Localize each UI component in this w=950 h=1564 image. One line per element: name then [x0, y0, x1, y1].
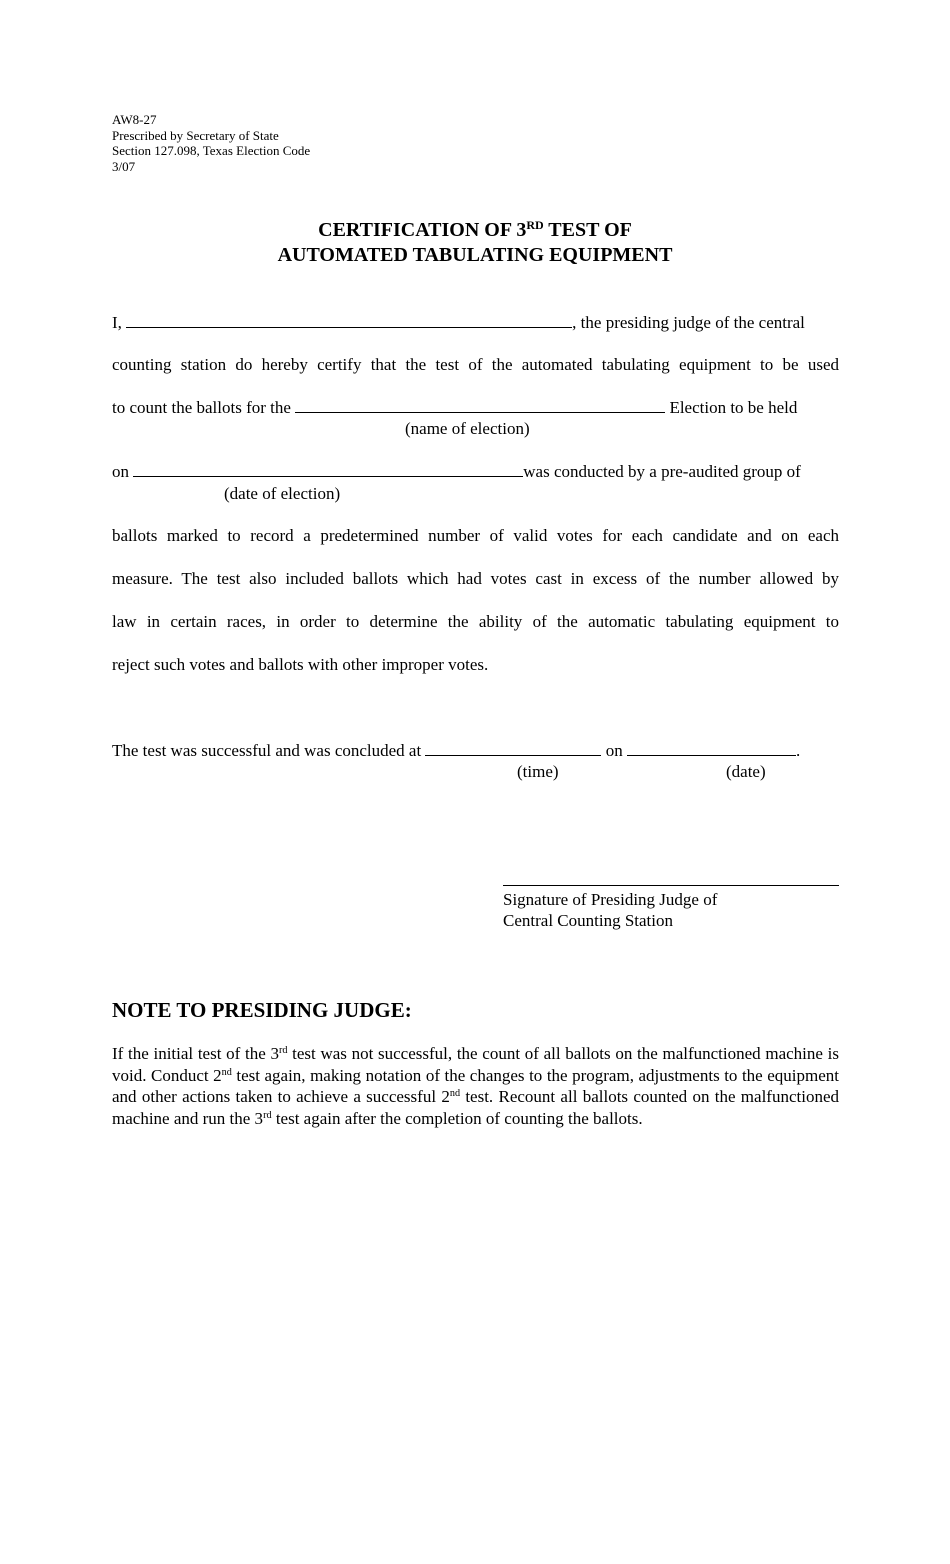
time-field[interactable]: [425, 741, 601, 756]
note-paragraph: [112, 1043, 839, 1129]
title-line-1-text: CERTIFICATION OF 3: [318, 219, 527, 241]
signature-field[interactable]: [503, 885, 839, 886]
signature-label-1: Signature of Presiding Judge of: [503, 890, 718, 909]
form-id: AW8-27: [112, 112, 157, 127]
title-ordinal: RD: [526, 217, 544, 232]
note-sup-1: rd: [278, 1044, 288, 1056]
time-caption: (time): [517, 762, 559, 781]
certify-line-8: reject such votes and ballots with other improper votes.: [112, 655, 489, 674]
prescribed-by: Prescribed by Secretary of State: [112, 127, 279, 143]
concluded-on: on: [605, 741, 623, 760]
note-heading: NOTE TO PRESIDING JUDGE:: [112, 998, 412, 1022]
line-3-suffix: Election to be held: [669, 398, 798, 417]
note-text-5: test again after the completion of counting the ballots.: [271, 1108, 643, 1128]
certify-line-2: counting station do hereby certify that the test of the automated tabulating equipment to be used: [112, 355, 839, 374]
certify-line-7: law in certain races, in order to determine the ability of the automatic tabulating equipment to: [112, 612, 839, 631]
line-1-suffix: , the presiding judge of the central: [572, 313, 805, 332]
election-name-field[interactable]: [295, 398, 665, 413]
note-text-2: test was not successful, the count of all ballots on the malfunctioned machine is void. Conduct 2: [112, 1044, 839, 1085]
concluded-line: [112, 741, 800, 761]
line-4-suffix: was conducted by a pre-audited group of: [523, 462, 801, 481]
title-line-2: AUTOMATED TABULATING EQUIPMENT: [277, 244, 673, 266]
line-1-prefix: I,: [112, 313, 122, 332]
date-field[interactable]: [627, 741, 796, 756]
line-3-prefix: to count the ballots for the: [112, 398, 291, 417]
certify-line-1: [112, 313, 805, 333]
signature-label-2: Central Counting Station: [503, 911, 673, 930]
judge-name-field[interactable]: [126, 313, 572, 328]
page-title: [0, 218, 950, 268]
code-section: Section 127.098, Texas Election Code: [112, 143, 311, 159]
certify-line-3: [112, 398, 797, 418]
certify-line-4: [112, 462, 801, 482]
certify-line-6: measure. The test also included ballots which had votes cast in excess of the number allowed by: [112, 569, 839, 588]
election-date-field[interactable]: [133, 462, 523, 477]
form-date: 3/07: [112, 158, 136, 174]
date-caption: (date): [726, 762, 766, 781]
note-sup-3: nd: [449, 1087, 461, 1099]
note-sup-2: nd: [221, 1066, 232, 1078]
note-text-1: If the initial test of the 3: [112, 1044, 279, 1063]
title-line-1-end: TEST OF: [543, 219, 632, 241]
note-text-3: test again, making notation of the changes to the program, adjustments to the equipment and other actions taken to achieve a successful 2: [112, 1065, 840, 1106]
concluded-prefix: The test was successful and was concluded at: [112, 741, 422, 760]
title-line-1: [0, 218, 950, 243]
note-sup-4: rd: [263, 1109, 272, 1121]
note-text-4: test. Recount all ballots counted on the malfunctioned machine and run the 3: [112, 1087, 839, 1128]
certify-line-5: ballots marked to record a predetermined number of valid votes for each candidate and on each: [112, 526, 839, 545]
form-header: [112, 112, 310, 174]
election-name-caption: (name of election): [405, 419, 530, 438]
concluded-period: .: [795, 741, 801, 760]
election-date-caption: (date of election): [224, 484, 341, 503]
line-4-prefix: on: [112, 462, 129, 481]
